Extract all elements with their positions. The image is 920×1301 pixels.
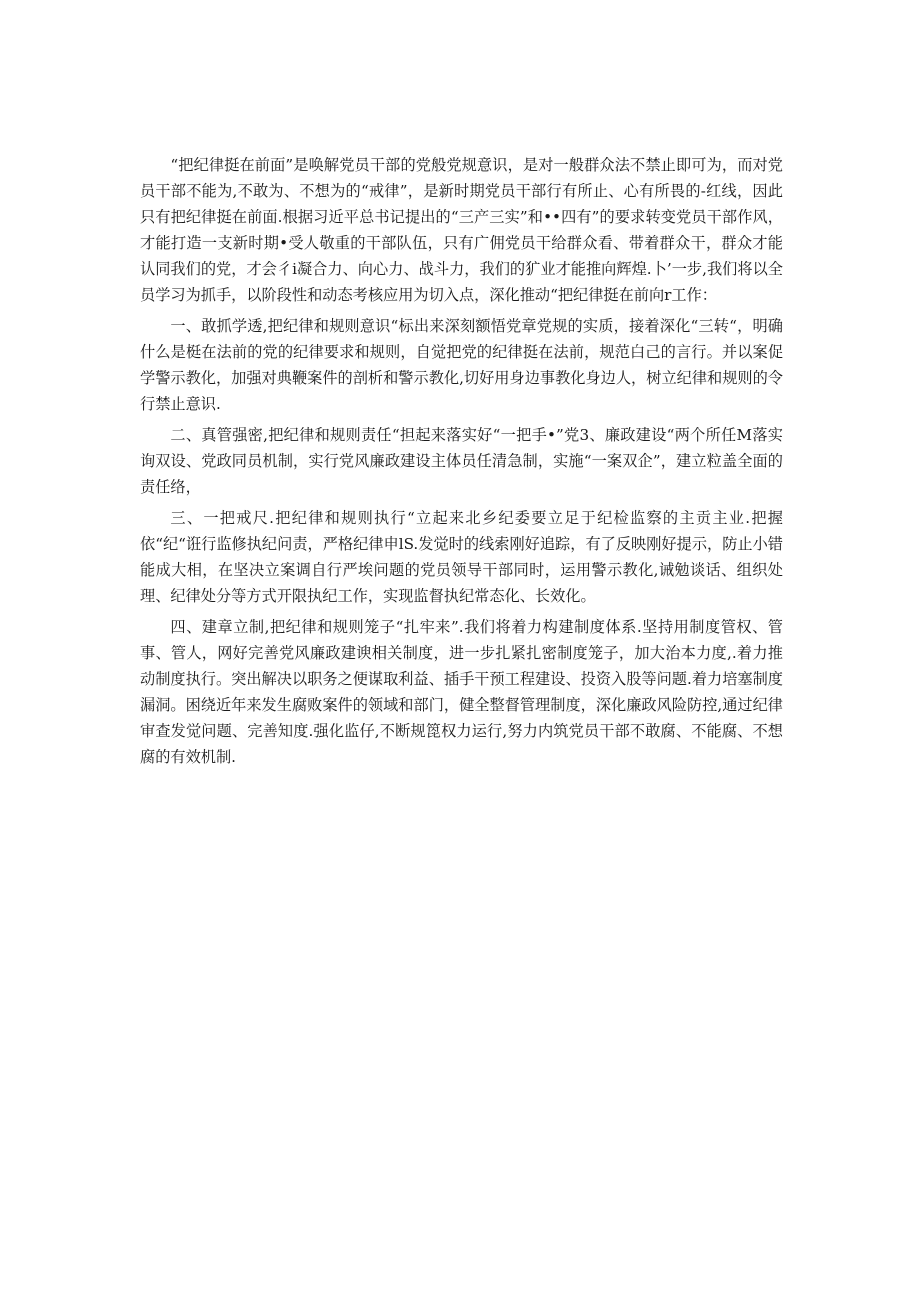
section-3-paragraph: 三、一把戒尺.把纪律和规则执行“立起来北乡纪委要立足于纪检监察的主贡主业.把握依“纪“诳行监修执纪问责，严格纪律申lS.发觉时的线索刚好追踪，有了反映刚好提示，防止小错能成大相，在坚决立案调自行严埃问题的党员领导干部同时，运用警示教化,诫勉谈话、组织处理、纪律处分等方式开限执纪工作，实现监督执纪常态化、长效化。 — [140, 509, 783, 605]
intro-paragraph: “把纪律挺在前面”是唤解党员干部的党般党规意识，是对一般群众法不禁止即可为，而对党员干部不能为,不敢为、不想为的“戒律”，是新时期党员干部行有所止、心有所畏的-红线，因此只有把纪律挺在前面.根据习近平总书记提出的“三产三实”和••四有”的要求转变党员干部作风，才能打造一支新时期•受人敬重的干部队伍，只有广佣党员干给群众看、带着群众干，群众才能认同我们的党，才会彳i凝合力、向心力、战斗力，我们的犷业才能推向辉煌.卜’一步,我们将以全员学习为抓手，以阶段性和动态考核应用为切入点，深化推动“把纪律挺在前向r工作： — [140, 156, 783, 304]
section-4-paragraph: 四、建章立制,把纪律和规则笼子“扎牢来”.我们将着力构建制度体系.坚持用制度管权、管事、管人，网好完善党风廉政建谀相关制度，进一步扎紧扎密制度笼子，加大治本力度,.着力推动制度执行。突出解决以职务之便谋取利益、插手干预工程建设、投资入股等问题.着力培塞制度漏洞。困绕近年来发生腐败案件的领域和部门，健全整督管理制度，深化廉政风险防控,通过纪律审查发觉问题、完善知度.强化监仔,不断规箆权力运行,努力内筑党员干部不敢腐、不能腐、不想腐的有效机制. — [140, 618, 783, 766]
document-body — [140, 152, 783, 775]
section-1-paragraph: 一、敢抓学透,把纪律和规则意识“标出来深刻额悟党章党规的实质，接着深化“三转“，明确什么是梃在法前的党的纪律要求和规则，自觉把党的纪律挺在法前，规范白己的言行。并以案促学警示教化，加强对典鞭案件的剖析和警示教化,切好用身边事教化身边人，树立纪律和规则的令行禁止意识. — [140, 317, 783, 413]
section-2-paragraph: 二、真管强密,把纪律和规则责任“担起来落实好“一把手•”党3、廉政建设“两个所任M落实询双设、党政同员机制，实行党风廉政建设主体员任清急制，实施“一案双企”，建立粒盖全面的责任络， — [140, 426, 783, 496]
